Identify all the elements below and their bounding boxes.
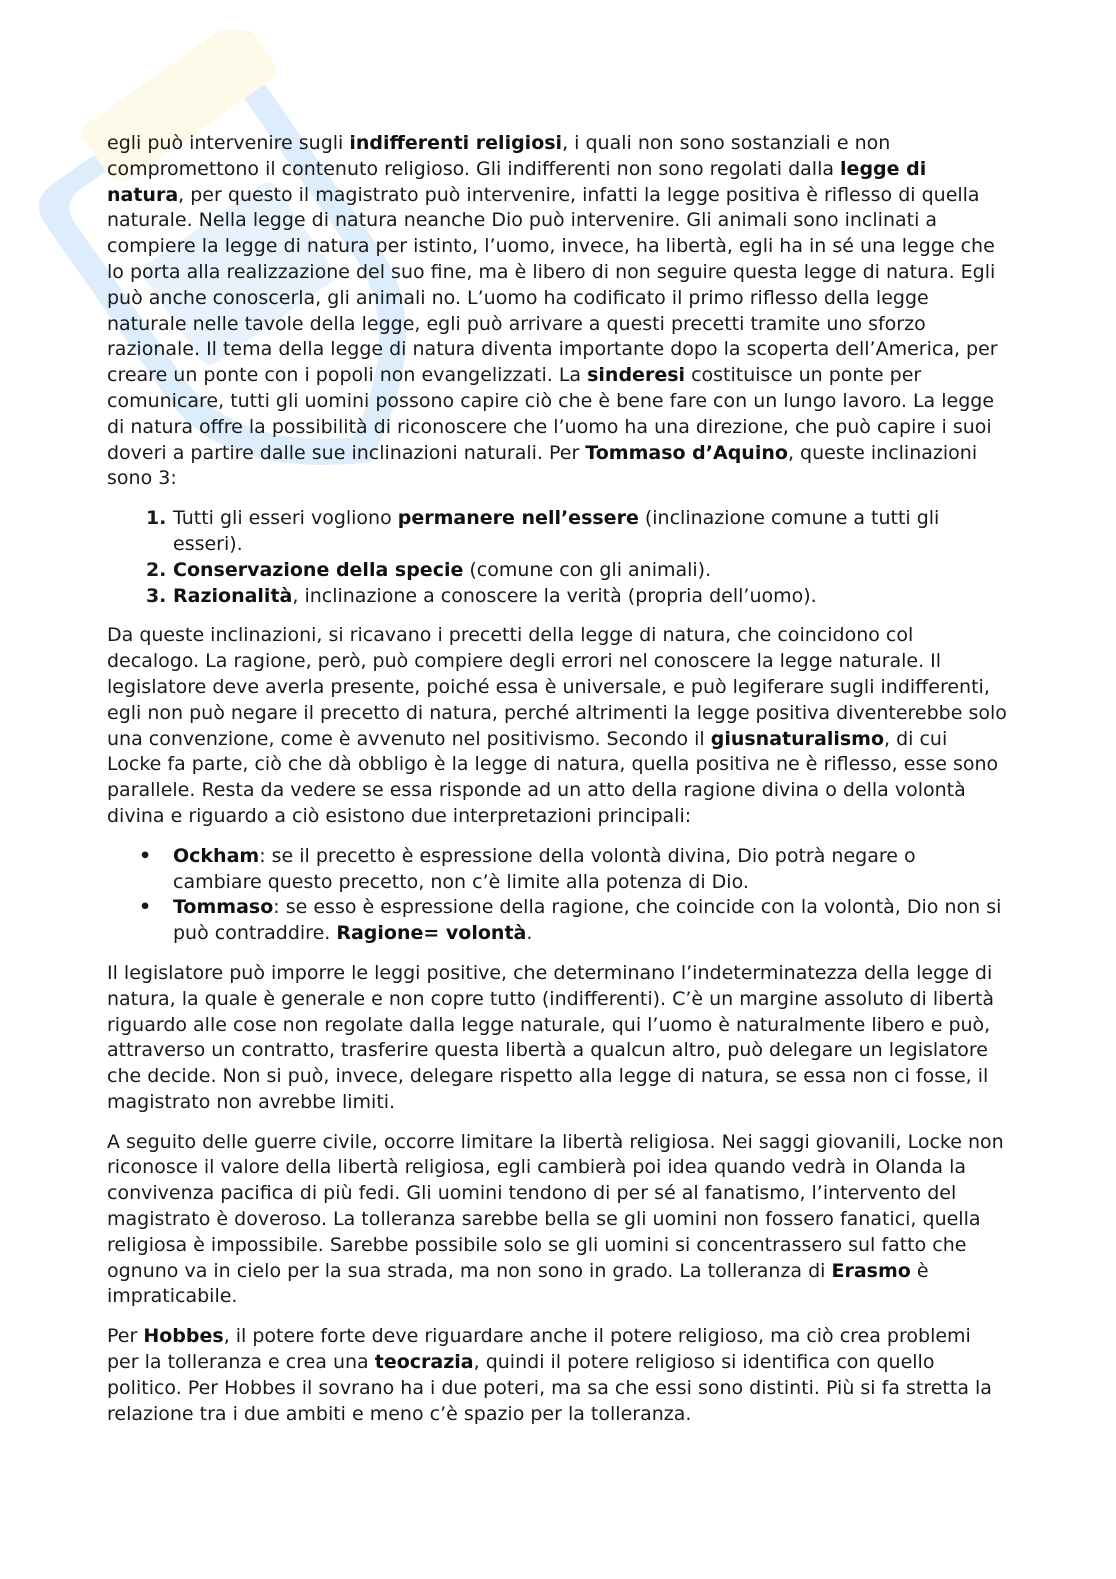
inclinations-list	[107, 506, 1007, 609]
paragraph-guerre-civili: A seguito delle guerre civile, occorre limitare la libertà religiosa. Nei saggi giovanili, Locke non riconosce il valore della libertà religiosa, egli cambierà poi idea quando vedrà in Olanda la convivenza pacifica di più fedi. Gli uomini tendono di per sé al fanatismo, l’intervento del magistrato è doveroso. La tolleranza sarebbe bella se gli uomini non fossero fanatici, quella religiosa è impossibile. Sarebbe possibile solo se gli uomini si concentrassero sul fatto che ognuno va in cielo per la sua strada, ma non sono in grado. La tolleranza di Erasmo è impraticabile.	[107, 1130, 1004, 1308]
list-item: 3. Razionalità, inclinazione a conoscere la verità (propria dell’uomo).	[173, 584, 1007, 610]
paragraph-giusnaturalismo: Da queste inclinazioni, si ricavano i precetti della legge di natura, che coincidono col decalogo. La ragione, però, può compiere degli errori nel conoscere la legge naturale. Il legislatore deve averla presente, poiché essa è universale, e può legiferare sugli indifferenti, egli non può negare il precetto di natura, perché altrimenti la legge positiva diventerebbe solo una convenzione, come è avvenuto nel positivismo. Secondo il giusnaturalismo, di cui Locke fa parte, ciò che dà obbligo è la legge di natura, quella positiva ne è riflesso, esse sono parallele. Resta da vedere se essa risponde ad un atto della ragione divina o della volontà divina e riguardo a ciò esistono due interpretazioni principali:	[107, 624, 1007, 827]
list-item: 2. Conservazione della specie (comune con gli animali).	[173, 558, 1007, 584]
list-item: • Tommaso: se esso è espressione della ragione, che coincide con la volontà, Dio non si può contraddire. Ragione= volontà.	[173, 895, 1007, 947]
list-item: • Ockham: se il precetto è espressione della volontà divina, Dio potrà negare o cambiare questo precetto, non c’è limite alla potenza di Dio.	[173, 844, 1007, 896]
term-giusnaturalismo: giusnaturalismo	[710, 727, 885, 750]
interpretations-list	[107, 844, 1007, 947]
list-item: 1. Tutti gli esseri vogliono permanere nell’essere (inclinazione comune a tutti gli esseri).	[173, 506, 1007, 558]
document-body	[107, 131, 1007, 1441]
term-legge-di-natura: legge di natura	[107, 157, 927, 206]
term-teocrazia: teocrazia	[374, 1351, 474, 1374]
term-indifferenti-religiosi: indifferenti religiosi	[349, 132, 563, 154]
term-sinderesi: sinderesi	[587, 364, 686, 387]
term-erasmo: Erasmo	[831, 1259, 911, 1282]
term-tommaso-d-aquino: Tommaso d’Aquino	[585, 441, 788, 464]
paragraph-legislatore: Il legislatore può imporre le leggi positive, che determinano l’indeterminatezza della legge di natura, la quale è generale e non copre tutto (indifferenti). C’è un margine assoluto di libertà riguardo alle cose non regolate dalla legge naturale, qui l’uomo è naturalmente libero e può, attraverso un contratto, trasferire questa libertà a qualcun altro, può delegare un legislatore che decide. Non si può, invece, delegare rispetto alla legge di natura, se essa non ci fosse, il magistrato non avrebbe limiti.	[107, 961, 995, 1113]
paragraph-legge-natura: egli può intervenire sugli indifferenti religiosi, i quali non sono sostanziali e non compromettono il contenuto religioso. Gli indifferenti non sono regolati dalla legge di natura, per questo il magistrato può intervenire, infatti la legge positiva è riflesso di quella naturale. Nella legge di natura neanche Dio può intervenire. Gli animali sono inclinati a compiere la legge di natura per istinto, l’uomo, invece, ha libertà, egli ha in sé una legge che lo porta alla realizzazione del suo fine, ma è libero di non seguire questa legge di natura. Egli può anche conoscerla, gli animali no. L’uomo ha codificato il primo riflesso della legge naturale nelle tavole della legge, egli può arrivare a questi precetti tramite uno sforzo razionale. Il tema della legge di natura diventa importante dopo la scoperta dell’America, per creare un ponte con i popoli non evangelizzati. La sinderesi costituisce un ponte per comunicare, tutti gli uomini possono capire ciò che è bene fare con un lungo lavoro. La legge di natura offre la possibilità di riconoscere che l’uomo ha una direzione, che può capire i suoi doveri a partire dalle sue inclinazioni naturali. Per Tommaso d’Aquino, queste inclinazioni sono 3:	[107, 132, 998, 490]
term-hobbes: Hobbes	[143, 1325, 224, 1348]
paragraph-hobbes: Per Hobbes, il potere forte deve riguardare anche il potere religioso, ma ciò crea problemi per la tolleranza e crea una teocrazia, quindi il potere religioso si identifica con quello politico. Per Hobbes il sovrano ha i due poteri, ma sa che essi sono distinti. Più si fa stretta la relazione tra i due ambiti e meno c’è spazio per la tolleranza.	[107, 1325, 992, 1425]
